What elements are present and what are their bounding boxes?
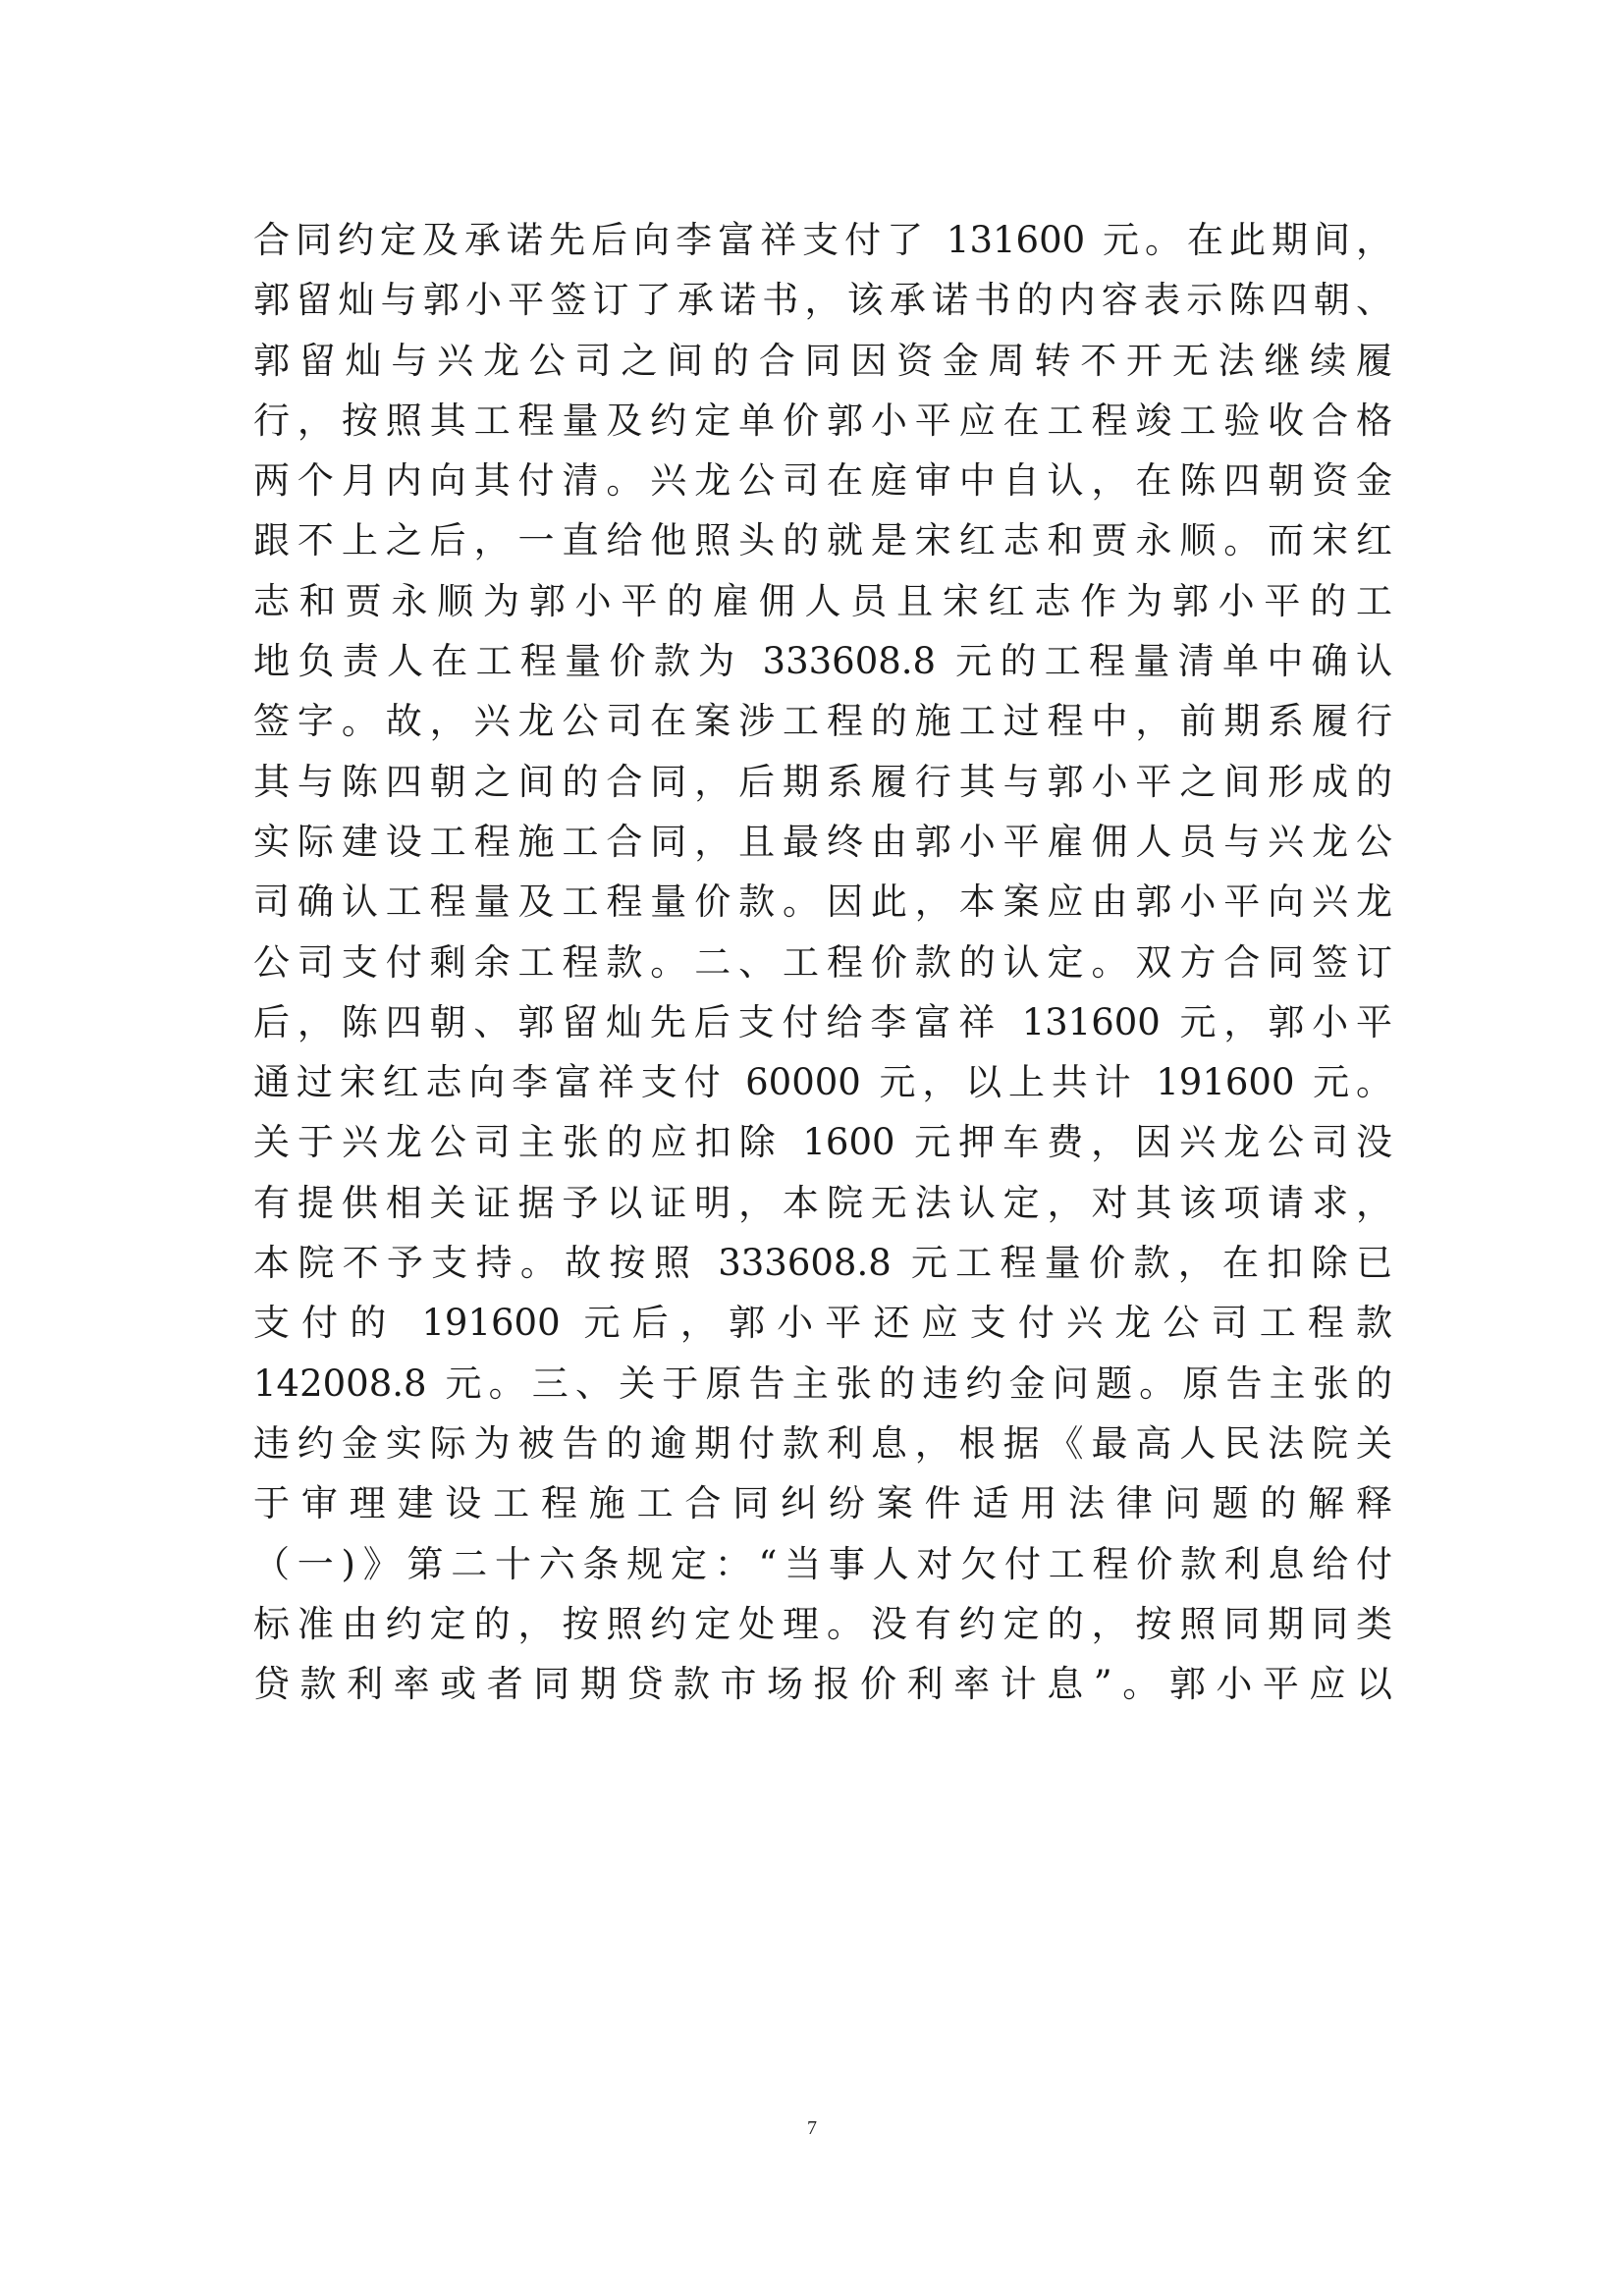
text-line: （一)》第二十六条规定：“当事人对欠付工程价款利息给付: [253, 1542, 1392, 1585]
text-line: 本院不予支持。故按照 333608.8 元工程量价款，在扣除已: [253, 1242, 1392, 1285]
body-text: [253, 210, 1392, 1714]
text-line: 贷款利率或者同期贷款市场报价利率计息”。郭小平应以: [253, 1663, 1392, 1706]
text-line: 于审理建设工程施工合同纠纷案件适用法律问题的解释: [253, 1482, 1392, 1525]
text-line: 司确认工程量及工程量价款。因此，本案应由郭小平向兴龙: [253, 881, 1392, 924]
text-line: 关于兴龙公司主张的应扣除 1600 元押车费，因兴龙公司没: [253, 1121, 1392, 1164]
text-line: 通过宋红志向李富祥支付 60000 元，以上共计 191600 元。: [253, 1061, 1392, 1104]
text-line: 公司支付剩余工程款。二、工程价款的认定。双方合同签订: [253, 940, 1392, 984]
text-line: 签字。故，兴龙公司在案涉工程的施工过程中，前期系履行: [253, 700, 1392, 743]
text-line: 违约金实际为被告的逾期付款利息，根据《最高人民法院关: [253, 1421, 1392, 1465]
text-line: 有提供相关证据予以证明，本院无法认定，对其该项请求，: [253, 1181, 1392, 1224]
text-line: 支付的 191600 元后，郭小平还应支付兴龙公司工程款: [253, 1302, 1392, 1345]
text-line: 行，按照其工程量及约定单价郭小平应在工程竣工验收合格: [253, 399, 1392, 442]
text-line: 两个月内向其付清。兴龙公司在庭审中自认，在陈四朝资金: [253, 459, 1392, 503]
text-line: 跟不上之后，一直给他照头的就是宋红志和贾永顺。而宋红: [253, 519, 1392, 562]
text-line: 地负责人在工程量价款为 333608.8 元的工程量清单中确认: [253, 640, 1392, 683]
text-line: 标准由约定的，按照约定处理。没有约定的，按照同期同类: [253, 1602, 1392, 1645]
text-line: 实际建设工程施工合同，且最终由郭小平雇佣人员与兴龙公: [253, 820, 1392, 863]
text-line: 后，陈四朝、郭留灿先后支付给李富祥 131600 元，郭小平: [253, 1000, 1392, 1043]
text-line: 合同约定及承诺先后向李富祥支付了 131600 元。在此期间，: [253, 219, 1392, 261]
text-line: 142008.8 元。三、关于原告主张的违约金问题。原告主张的: [253, 1362, 1392, 1405]
text-line: 郭留灿与兴龙公司之间的合同因资金周转不开无法继续履: [253, 339, 1392, 382]
text-line: 郭留灿与郭小平签订了承诺书，该承诺书的内容表示陈四朝、: [253, 279, 1392, 322]
page-number: 7: [807, 2117, 817, 2139]
text-line: 其与陈四朝之间的合同，后期系履行其与郭小平之间形成的: [253, 760, 1392, 803]
text-line: 志和贾永顺为郭小平的雇佣人员且宋红志作为郭小平的工: [253, 579, 1392, 622]
